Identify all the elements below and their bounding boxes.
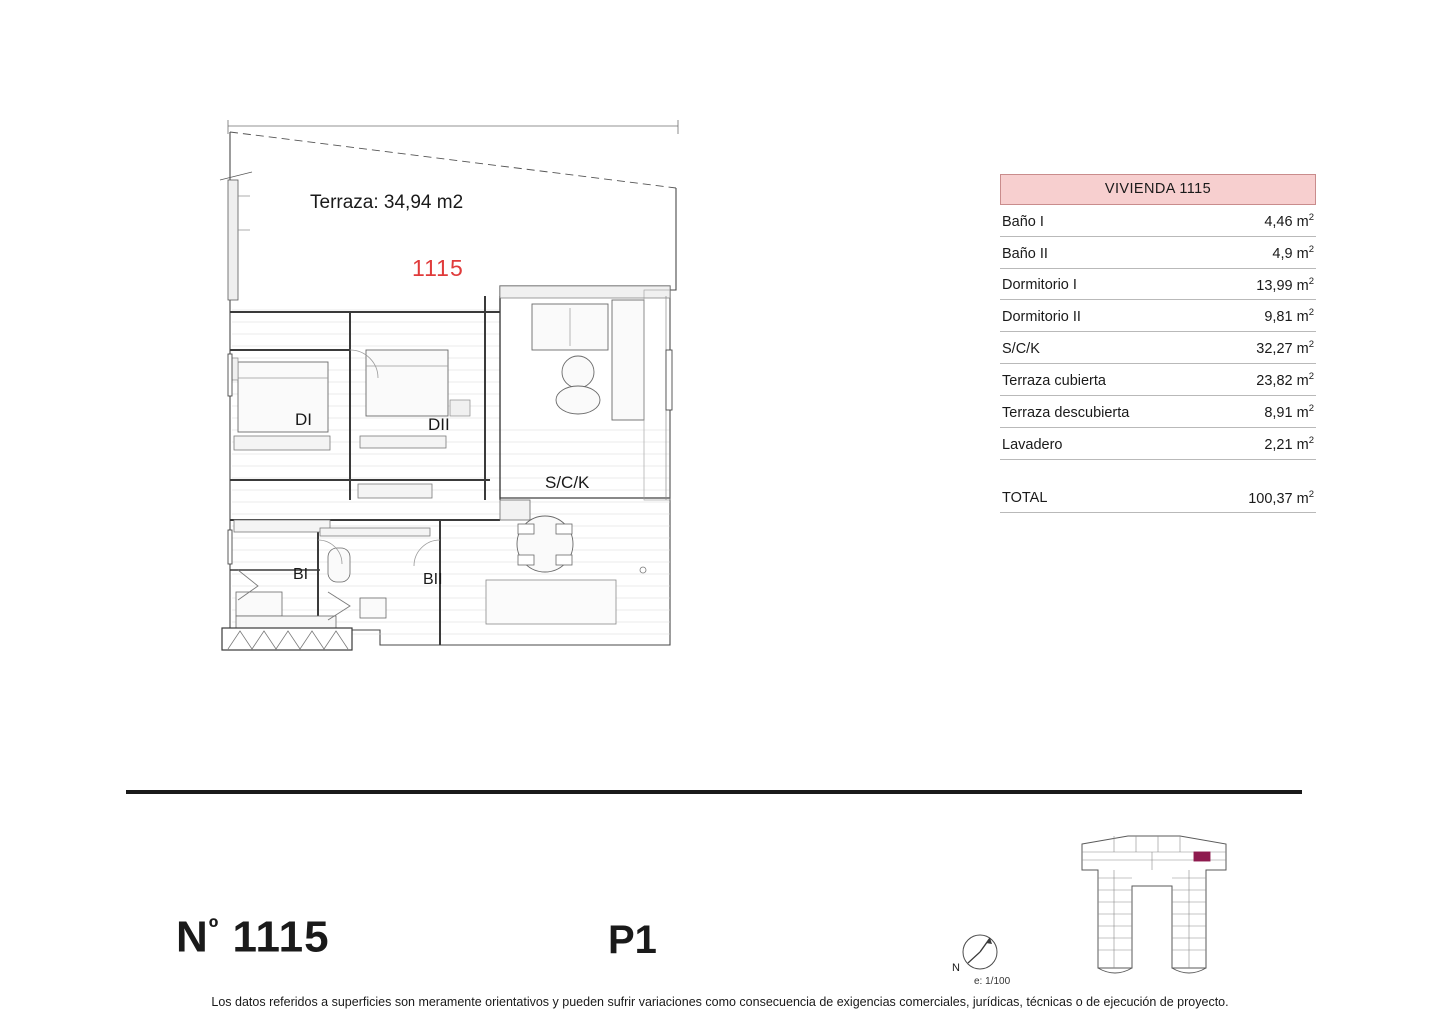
table-row [1000, 364, 1316, 396]
north-compass [950, 930, 1020, 992]
room-label-bano-ii: BII [423, 571, 443, 588]
row-label: Dormitorio I [1002, 277, 1077, 294]
row-value: 4,46 $m^2$ [1264, 212, 1314, 230]
key-plan [1068, 826, 1238, 976]
table-row [1000, 396, 1316, 428]
footer-floor-label: P1 [608, 918, 657, 962]
total-value: 100,37 $m^2$ [1248, 488, 1314, 507]
table-row [1000, 237, 1316, 269]
row-label: S/C/K [1002, 341, 1040, 358]
key-plan-diagram [1068, 826, 1238, 976]
row-label: Terraza descubierta [1002, 404, 1130, 421]
total-label: TOTAL [1002, 490, 1048, 507]
table-row [1000, 269, 1316, 301]
table-row [1000, 428, 1316, 460]
footer-divider [126, 790, 1302, 794]
key-plan-highlight [1194, 852, 1210, 861]
plan-unit-number: 1115 [412, 255, 464, 281]
unit-value: 1115 [232, 912, 330, 962]
terrace-area-label: Terraza: 34,94 m2 [310, 192, 464, 213]
footer-unit-number [176, 912, 330, 963]
room-label-dormitorio-ii: DII [428, 415, 450, 434]
row-label: Lavadero [1002, 436, 1063, 453]
unit-ordinal-mark: º [208, 912, 220, 942]
scale-label: e: 1/100 [974, 976, 1011, 987]
table-total-row [1000, 482, 1316, 514]
row-label: Terraza cubierta [1002, 372, 1106, 389]
footer-disclaimer: Los datos referidos a superficies son meramente orientativos y pueden sufrir variaciones como consecuencia de exigencias comerciales, jurídicas, técnicas o de ejecución de proyecto. [211, 995, 1229, 1009]
compass-icon [950, 930, 1020, 978]
room-label-sck: S/C/K [545, 473, 590, 492]
row-label: Dormitorio II [1002, 309, 1081, 326]
table-title: VIVIENDA 1115 [1000, 174, 1316, 205]
row-value: 2,21 $m^2$ [1264, 434, 1314, 453]
table-row [1000, 300, 1316, 332]
row-value: 13,99 $m^2$ [1256, 275, 1314, 294]
room-label-bano-i: BI [293, 566, 309, 583]
floor-plan-drawing [200, 100, 720, 680]
row-value: 9,81 $m^2$ [1264, 307, 1314, 326]
row-label: Baño I [1002, 213, 1044, 230]
row-value: 23,82 $m^2$ [1256, 371, 1314, 389]
compass-north-letter: N [952, 962, 960, 974]
table-row [1000, 205, 1316, 237]
area-schedule-table [1000, 174, 1316, 513]
row-value: 32,27 $m^2$ [1256, 339, 1314, 358]
row-label: Baño II [1002, 245, 1048, 262]
table-row [1000, 332, 1316, 364]
room-label-dormitorio-i: DI [295, 410, 312, 429]
unit-prefix: N [176, 912, 209, 962]
row-value: 8,91 $m^2$ [1264, 402, 1314, 421]
row-value: 4,9 $m^2$ [1272, 243, 1314, 262]
floor-plan [200, 100, 720, 680]
